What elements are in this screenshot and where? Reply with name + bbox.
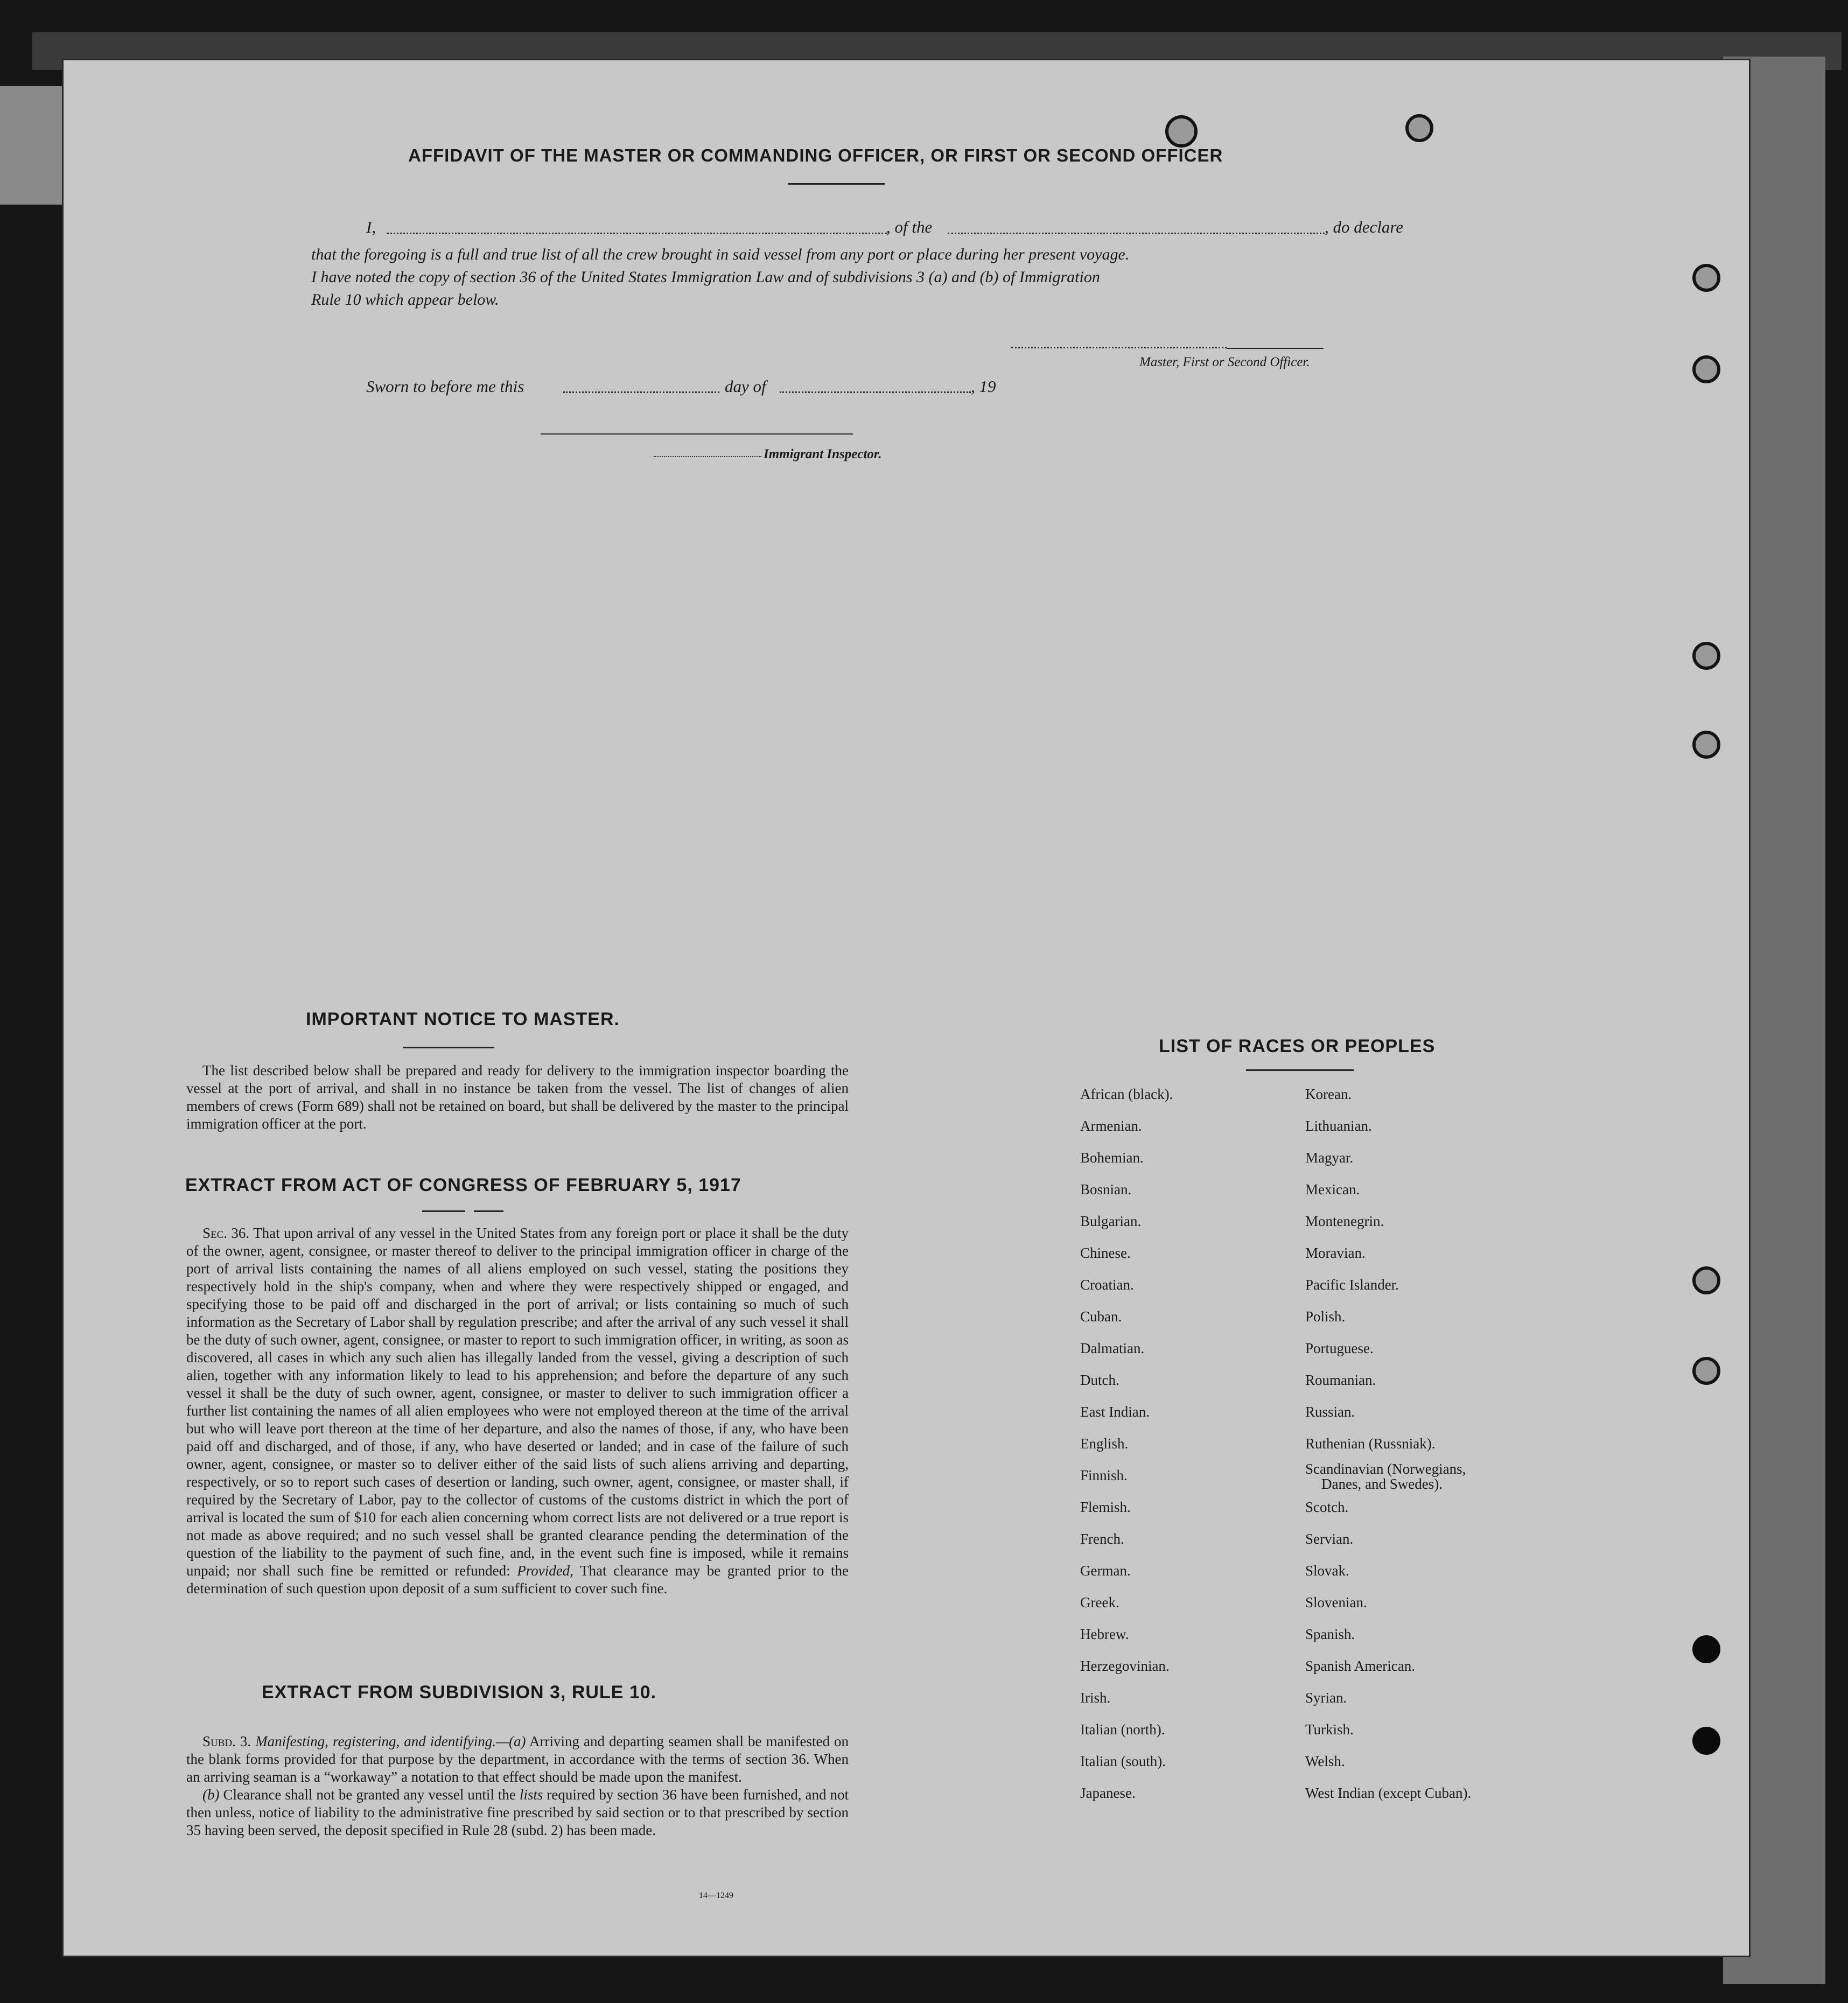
race-item: Bulgarian.: [1080, 1213, 1142, 1229]
master-signature-rule: [1227, 348, 1324, 349]
punch-hole-filled-icon: [1692, 1727, 1720, 1755]
race-item: Herzegovinian.: [1080, 1658, 1170, 1674]
act-title-rule-a: [422, 1210, 465, 1212]
race-item: Montenegrin.: [1305, 1213, 1384, 1229]
sec-36-text: That upon arrival of any vessel in the United States from any foreign port or place it shall be the duty of the owner, agent, consignee, or master thereof to deliver to the principal immigration officer in charge of the port of arrival lists containing the names of all aliens employed on such vessel, stating the positions they respectively hold in the ship's company, when and where they were respectively shipped or engaged, and specifying those to be paid off and discharged in the port of arrival; or lists containing so much of such information as the Secretary of Labor shall by regulation prescribe; and after the arrival of any such vessel it shall be the duty of such owner, agent, consignee, or master to report to such immigration officer, in writing, as soon as discovered, all cases in which any such alien has illegally landed from the vessel, giving a description of such alien, together with any information likely to lead to his apprehension; and before the departure of any such vessel it shall be the duty of such owner, agent, consignee, or master to deliver to such immigration officer a further list containing the names of all alien employees who were not employed thereon at the time of the arrival but who will leave port thereon at the time of her departure, and also the names of those, if any, who have been paid off and discharged, and of those, if any, who have deserted or landed; and in case of the failure of such owner, agent, consignee, or master so to deliver either of the said lists of such aliens arriving and departing, respectively, or so to report such cases of desertion or landing, such owner, agent, consignee, or master shall, if required by the Secretary of Labor, pay to the collector of customs of the customs district in which the port of arrival is located the sum of $10 for each alien concerning whom correct lists are not delivered or a true report is not made as above required; and no such vessel shall be granted clearance pending the determination of the question of the liability to the payment of such fine, and, in the event such fine is imposed, while it remains unpaid; nor shall such fine be remitted or refunded:: [186, 1225, 849, 1579]
race-item: Mexican.: [1305, 1181, 1360, 1197]
notice-text: The list described below shall be prepared and ready for delivery to the immigration inspector boarding the vessel at the port of arrival, and shall in no instance be taken from the vessel. The list of changes of alien members of crews (Form 689) shall not be retained on board, but shall be delivered by the master to the principal immigration officer at the port.: [186, 1062, 849, 1132]
part-a-text: Arriving and departing seamen shall be manifested on the blank forms provided for that purpose by the department, in accordance with the terms of section 36. When an arriving seaman is a “workaway” a notation to that effect should be made upon the manifest.: [186, 1733, 849, 1785]
affidavit-of-the: , of the: [886, 218, 933, 236]
act-extract-title: EXTRACT FROM ACT OF CONGRESS OF FEBRUARY 5, 1917: [185, 1175, 741, 1195]
affidavit-line-4: Rule 10 which appear below.: [311, 291, 499, 309]
affidavit-i: I,: [366, 218, 376, 236]
punch-hole-icon: [1692, 642, 1720, 670]
race-item: Scandinavian (Norwegians,: [1305, 1461, 1466, 1477]
punch-hole-icon: [1692, 355, 1720, 383]
inspector-caption: Immigrant Inspector.: [764, 447, 882, 461]
race-item: West Indian (except Cuban).: [1305, 1785, 1472, 1801]
vessel-name-field[interactable]: [948, 233, 1325, 234]
subd-title: Manifesting, registering, and identifying.: [255, 1733, 496, 1749]
race-item: Magyar.: [1305, 1150, 1354, 1166]
race-item: Italian (south).: [1080, 1753, 1166, 1769]
race-item: Bosnian.: [1080, 1181, 1132, 1197]
race-item: Finnish.: [1080, 1467, 1128, 1483]
race-item: Moravian.: [1305, 1245, 1366, 1261]
rule-extract-text: [186, 1733, 849, 1839]
race-item: Polish.: [1305, 1308, 1346, 1325]
part-b-text-1: Clearance shall not be granted any vessel until the: [223, 1787, 516, 1803]
race-item: Spanish.: [1305, 1626, 1355, 1642]
inspector-signature-line[interactable]: [541, 433, 853, 435]
affidavit-line-3: I have noted the copy of section 36 of the United States Immigration Law and of subdivisions 3 (a) and (b) of Immigration: [311, 268, 1100, 286]
affidavit-declare: , do declare: [1325, 218, 1404, 236]
race-item: Lithuanian.: [1305, 1118, 1372, 1134]
race-item: Flemish.: [1080, 1499, 1131, 1515]
race-item: Roumanian.: [1305, 1372, 1376, 1388]
race-item: Cuban.: [1080, 1308, 1122, 1325]
inspector-caption-dots: [654, 456, 761, 457]
affidavit-line-2: that the foregoing is a full and true list of all the crew brought in said vessel from any port or place during her present voyage.: [311, 246, 1130, 263]
race-item: Korean.: [1305, 1086, 1352, 1102]
left-edge-scrap: [0, 86, 65, 205]
race-item: Turkish.: [1305, 1721, 1354, 1738]
race-item: English.: [1080, 1435, 1129, 1452]
affidavit-title-rule: [788, 183, 885, 185]
race-item: Irish.: [1080, 1690, 1111, 1706]
race-item: African (black).: [1080, 1086, 1173, 1102]
punch-hole-icon: [1692, 731, 1720, 759]
sworn-day-of: day of: [725, 377, 766, 396]
race-item: Portuguese.: [1305, 1340, 1374, 1356]
race-item: Ruthenian (Russniak).: [1305, 1435, 1436, 1452]
part-a-label: —(a): [495, 1733, 526, 1749]
sec-36-label: Sec. 36.: [202, 1225, 250, 1241]
race-item: Welsh.: [1305, 1753, 1345, 1769]
races-title-rule: [1246, 1069, 1354, 1071]
race-item: Chinese.: [1080, 1245, 1131, 1261]
race-item: Hebrew.: [1080, 1626, 1129, 1642]
affidavit-body: [311, 243, 1388, 311]
hole-filled-icon: [1405, 114, 1433, 142]
race-item: French.: [1080, 1531, 1124, 1547]
punch-hole-icon: [1692, 264, 1720, 292]
provided-text: That clearance may be granted prior to the determination of such question upon deposit of a sum sufficient to cover such fine.: [186, 1563, 849, 1596]
race-item: Scotch.: [1305, 1499, 1349, 1515]
affidavit-title: AFFIDAVIT OF THE MASTER OR COMMANDING OFFICER, OR FIRST OR SECOND OFFICER: [408, 145, 1223, 165]
punch-hole-top-icon: [1165, 115, 1198, 148]
part-b-lists: lists: [519, 1787, 543, 1803]
punch-hole-icon: [1692, 1266, 1720, 1294]
race-item: Spanish American.: [1305, 1658, 1415, 1674]
sworn-prefix: Sworn to before me this: [366, 377, 524, 396]
subd-label: Subd. 3.: [202, 1733, 251, 1749]
provided-label: Provided,: [517, 1563, 573, 1579]
punch-hole-filled-icon: [1692, 1635, 1720, 1663]
sworn-month-field[interactable]: [780, 391, 971, 393]
master-signature-field[interactable]: [1011, 347, 1227, 348]
race-item: East Indian.: [1080, 1404, 1150, 1420]
race-item: Italian (north).: [1080, 1721, 1165, 1738]
notice-title-rule: [403, 1047, 494, 1048]
sworn-day-field[interactable]: [563, 391, 719, 393]
print-code: 14—1249: [699, 1891, 733, 1900]
race-item: Bohemian.: [1080, 1150, 1144, 1166]
race-item: Russian.: [1305, 1404, 1355, 1420]
punch-hole-icon: [1692, 1357, 1720, 1385]
declarant-name-field[interactable]: [387, 233, 887, 234]
act-title-rule-b: [474, 1210, 503, 1212]
race-item: Dalmatian.: [1080, 1340, 1145, 1356]
race-item: Greek.: [1080, 1594, 1119, 1610]
document-page: [64, 60, 1749, 1956]
race-item: German.: [1080, 1563, 1131, 1579]
part-b-label: (b): [202, 1787, 220, 1803]
act-extract-text: [186, 1224, 849, 1598]
sworn-year: , 19: [971, 377, 996, 396]
notice-title: IMPORTANT NOTICE TO MASTER.: [306, 1009, 620, 1029]
race-item: Syrian.: [1305, 1690, 1347, 1706]
race-item: Slovak.: [1305, 1563, 1349, 1579]
race-item: Servian.: [1305, 1531, 1354, 1547]
master-caption: Master, First or Second Officer.: [1139, 355, 1310, 369]
race-item: Slovenian.: [1305, 1594, 1367, 1610]
race-item: Japanese.: [1080, 1785, 1136, 1801]
race-item-continuation: Danes, and Swedes).: [1321, 1476, 1443, 1492]
race-item: Pacific Islander.: [1305, 1277, 1399, 1293]
part-b-text-2: required by section 36 have been furnished, and not then unless, notice of liability to the administrative fine prescribed by said section or to that prescribed by section 35 having been served, the deposit specified in Rule 28 (subd. 2) has been made.: [186, 1787, 849, 1838]
race-item: Dutch.: [1080, 1372, 1119, 1388]
rule-extract-title: EXTRACT FROM SUBDIVISION 3, RULE 10.: [262, 1682, 657, 1703]
race-item: Croatian.: [1080, 1277, 1134, 1293]
races-title: LIST OF RACES OR PEOPLES: [1159, 1036, 1436, 1056]
race-item: Armenian.: [1080, 1118, 1142, 1134]
